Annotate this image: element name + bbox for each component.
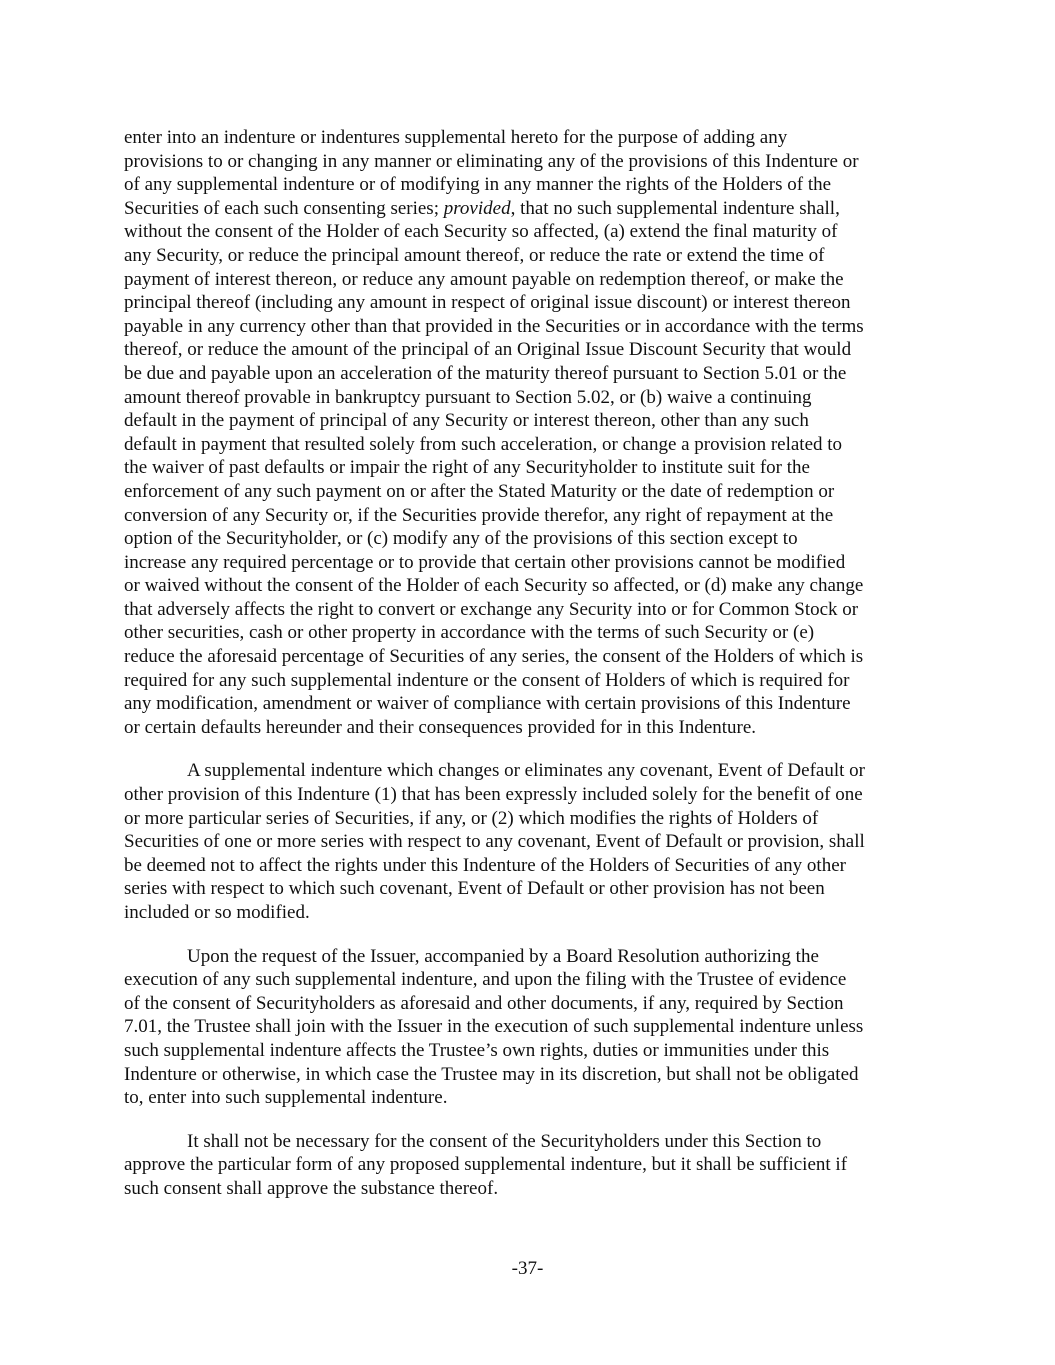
paragraph-series-specific-covenants <box>124 759 934 924</box>
text-line: 7.01, the Trustee shall join with the Issuer in the execution of such supplemental indenture unless <box>124 1016 864 1038</box>
text-line: or waived without the consent of the Holder of each Security so affected, or (d) make any change <box>124 575 864 597</box>
text-line: principal thereof (including any amount in respect of original issue discount) or interest thereon <box>124 292 851 314</box>
page-number: -37- <box>511 1258 544 1279</box>
text-line: thereof, or reduce the amount of the principal of an Original Issue Discount Security that would <box>124 339 852 361</box>
text-line: approve the particular form of any proposed supplemental indenture, but it shall be sufficient if <box>124 1154 848 1176</box>
italic-term-provided: provided <box>443 197 511 219</box>
text-line: be due and payable upon an acceleration of the maturity thereof pursuant to Section 5.01 or the <box>124 362 847 384</box>
text-line: any modification, amendment or waiver of compliance with certain provisions of this Indenture <box>124 693 851 715</box>
text-line: default in the payment of principal of any Security or interest thereon, other than any such <box>124 410 809 432</box>
text-line: amount thereof provable in bankruptcy pursuant to Section 5.02, or (b) waive a continuing <box>124 386 812 408</box>
paragraph-form-approval <box>124 1130 934 1201</box>
text-line: conversion of any Security or, if the Securities provide therefor, any right of repayment at the <box>124 504 834 526</box>
text-line: enter into an indenture or indentures supplemental hereto for the purpose of adding any <box>124 127 788 148</box>
text-line: other provision of this Indenture (1) that has been expressly included solely for the benefit of one <box>124 784 863 806</box>
text-line: that adversely affects the right to convert or exchange any Security into or for Common Stock or <box>124 598 859 620</box>
text-line: A supplemental indenture which changes or eliminates any covenant, Event of Default or <box>187 760 865 782</box>
text-line: or certain defaults hereunder and their consequences provided for in this Indenture. <box>124 716 757 738</box>
paragraph-supplemental-indenture-consent <box>124 126 934 739</box>
text-line: required for any such supplemental indenture or the consent of Holders of which is required for <box>124 669 850 691</box>
text-line: of the consent of Securityholders as aforesaid and other documents, if any, required by Section <box>124 992 844 1014</box>
text-line: It shall not be necessary for the consent of the Securityholders under this Section to <box>187 1130 822 1152</box>
text-line: or more particular series of Securities, if any, or (2) which modifies the rights of Holders of <box>124 807 819 829</box>
text-line: series with respect to which such covenant, Event of Default or other provision has not been <box>124 878 825 900</box>
text-line: option of the Securityholder, or (c) modify any of the provisions of this section except to <box>124 528 798 550</box>
text-line: payment of interest thereon, or reduce any amount payable on redemption thereof, or make the <box>124 268 844 290</box>
text-line: increase any required percentage or to provide that certain other provisions cannot be modified <box>124 551 846 573</box>
text-line: the waiver of past defaults or impair the right of any Securityholder to institute suit for the <box>124 457 810 479</box>
text-line: any Security, or reduce the principal amount thereof, or reduce the rate or extend the time of <box>124 244 825 266</box>
text-line: Indenture or otherwise, in which case the Trustee may in its discretion, but shall not be obligated <box>124 1063 859 1085</box>
text-run: , that no such supplemental indenture shall, <box>510 197 840 219</box>
text-line: of any supplemental indenture or of modifying in any manner the rights of the Holders of the <box>124 174 832 196</box>
text-line: to, enter into such supplemental indenture. <box>124 1087 448 1109</box>
document-body <box>124 126 934 1221</box>
text-line: without the consent of the Holder of each Security so affected, (a) extend the final maturity of <box>124 221 838 243</box>
text-line: be deemed not to affect the rights under this Indenture of the Holders of Securities of any other <box>124 854 846 876</box>
text-run: Securities of each such consenting series; <box>124 197 444 219</box>
text-line: such consent shall approve the substance thereof. <box>124 1177 499 1199</box>
paragraph-trustee-execution <box>124 945 934 1110</box>
text-line: included or so modified. <box>124 902 310 923</box>
text-line: Upon the request of the Issuer, accompanied by a Board Resolution authorizing the <box>187 945 819 967</box>
text-line: Securities of one or more series with respect to any covenant, Event of Default or provision, shall <box>124 831 865 853</box>
text-line <box>124 197 934 221</box>
text-line: payable in any currency other than that provided in the Securities or in accordance with the terms <box>124 315 864 337</box>
text-line: execution of any such supplemental indenture, and upon the filing with the Trustee of evidence <box>124 969 847 991</box>
text-line: such supplemental indenture affects the Trustee’s own rights, duties or immunities under this <box>124 1039 830 1061</box>
text-line: enforcement of any such payment on or after the Stated Maturity or the date of redemption or <box>124 480 835 502</box>
text-line: reduce the aforesaid percentage of Securities of any series, the consent of the Holders of which is <box>124 646 864 668</box>
text-line: other securities, cash or other property in accordance with the terms of such Security or (e) <box>124 622 815 644</box>
text-line: default in payment that resulted solely from such acceleration, or change a provision related to <box>124 433 843 455</box>
text-line: provisions to or changing in any manner or eliminating any of the provisions of this Indenture or <box>124 150 859 172</box>
